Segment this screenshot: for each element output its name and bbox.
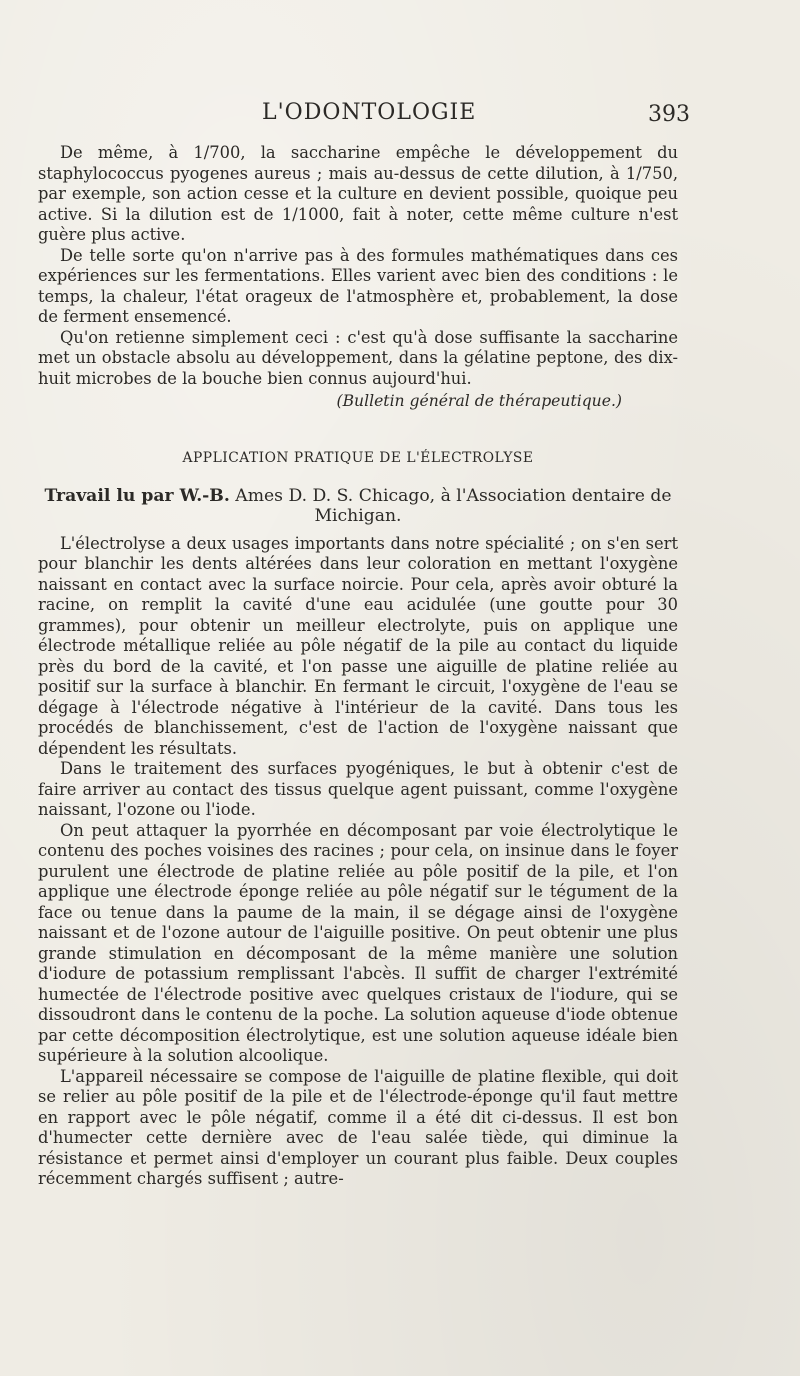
source-citation: (Bulletin général de thérapeutique.) (336, 392, 622, 410)
paragraph: De telle sorte qu'on n'arrive pas à des formules mathématiques dans ces expériences sur les fermentations. Elles varient avec bien des conditions : le temps, la chaleur, l'état orageux de l'atmosphère et, probablement, la dose de ferment ensemencé. (38, 245, 678, 326)
byline-rest: Ames D. D. S. Chicago, à l'Association dentaire de Michigan. (229, 485, 672, 526)
byline (38, 486, 678, 526)
paragraph: L'appareil nécessaire se compose de l'aiguille de platine flexible, qui doit se relier au pôle positif de la pile et de l'électrode-éponge qu'il faut mettre en rapport avec le pôle négatif, comme il a été dit ci-dessus. Il est bon d'humecter cette dernière avec de l'eau salée tiède, qui diminue la résistance et permet ainsi d'employer un courant plus faible. Deux couples récemment chargés suffisent ; autre- (38, 1066, 678, 1188)
paragraph: Dans le traitement des surfaces pyogéniques, le but à obtenir c'est de faire arriver au contact des tissus quelque agent puissant, comme l'oxygène naissant, l'ozone ou l'iode. (38, 759, 678, 819)
section-heading: APPLICATION PRATIQUE DE L'ÉLECTROLYSE (182, 449, 534, 466)
running-title: L'ODONTOLOGIE (262, 100, 477, 125)
running-head (0, 100, 800, 134)
paragraph: De même, à 1/700, la saccharine empêche le développement du staphylococcus pyogenes aureus ; mais au-dessus de cette dilution, à 1/750, par exemple, son action cesse et la culture en devient possible, quoique peu active. Si la dilution est de 1/1000, fait à noter, cette même culture n'est guère plus active. (38, 143, 678, 244)
paragraph: L'électrolyse a deux usages importants dans notre spécialité ; on s'en sert pour blanchir les dents altérées dans leur coloration en mettant l'oxygène naissant en contact avec la surface noircie. Pour cela, après avoir obturé la racine, on remplit la cavité d'une eau acidulée (une goutte pour 30 grammes), pour obtenir un meilleur electrolyte, puis on applique une électrode métallique reliée au pôle négatif de la pile au contact du liquide près du bord de la cavité, et l'on passe une aiguille de platine reliée au positif sur la surface à blanchir. En fermant le circuit, l'oxygène de l'eau se dégage à l'électrode négative à l'intérieur de la cavité. Dans tous les procédés de blanchissement, c'est de l'action de l'oxygène naissant que dépendent les résultats. (38, 533, 678, 758)
page-number: 393 (648, 102, 690, 127)
article-body (38, 143, 678, 1190)
byline-lead: Travail lu par W.-B. (44, 485, 230, 506)
paragraph: On peut attaquer la pyorrhée en décomposant par voie électrolytique le contenu des poches voisines des racines ; pour cela, on insinue dans le foyer purulent une électrode de platine reliée au pôle positif de la pile, et l'on applique une électrode éponge reliée au pôle négatif sur le tégument de la face ou tenue dans la paume de la main, il se dégage ainsi de l'oxygène naissant et de l'ozone autour de l'aiguille positive. On peut obtenir une plus grande stimulation en décomposant de la même manière une solution d'iodure de potassium remplissant l'abcès. Il suffit de charger l'extrémité humectée de l'électrode positive avec quelques cristaux de l'iodure, qui se dissoudront dans le contenu de la poche. La solution aqueuse d'iode obtenue par cette décomposition électrolytique, est une solution aqueuse idéale bien supérieure à la solution alcoolique. (38, 820, 678, 1065)
paragraph: Qu'on retienne simplement ceci : c'est qu'à dose suffisante la saccharine met un obstacle absolu au développement, dans la gélatine peptone, des dix-huit microbes de la bouche bien connus aujourd'hui. (38, 327, 678, 388)
